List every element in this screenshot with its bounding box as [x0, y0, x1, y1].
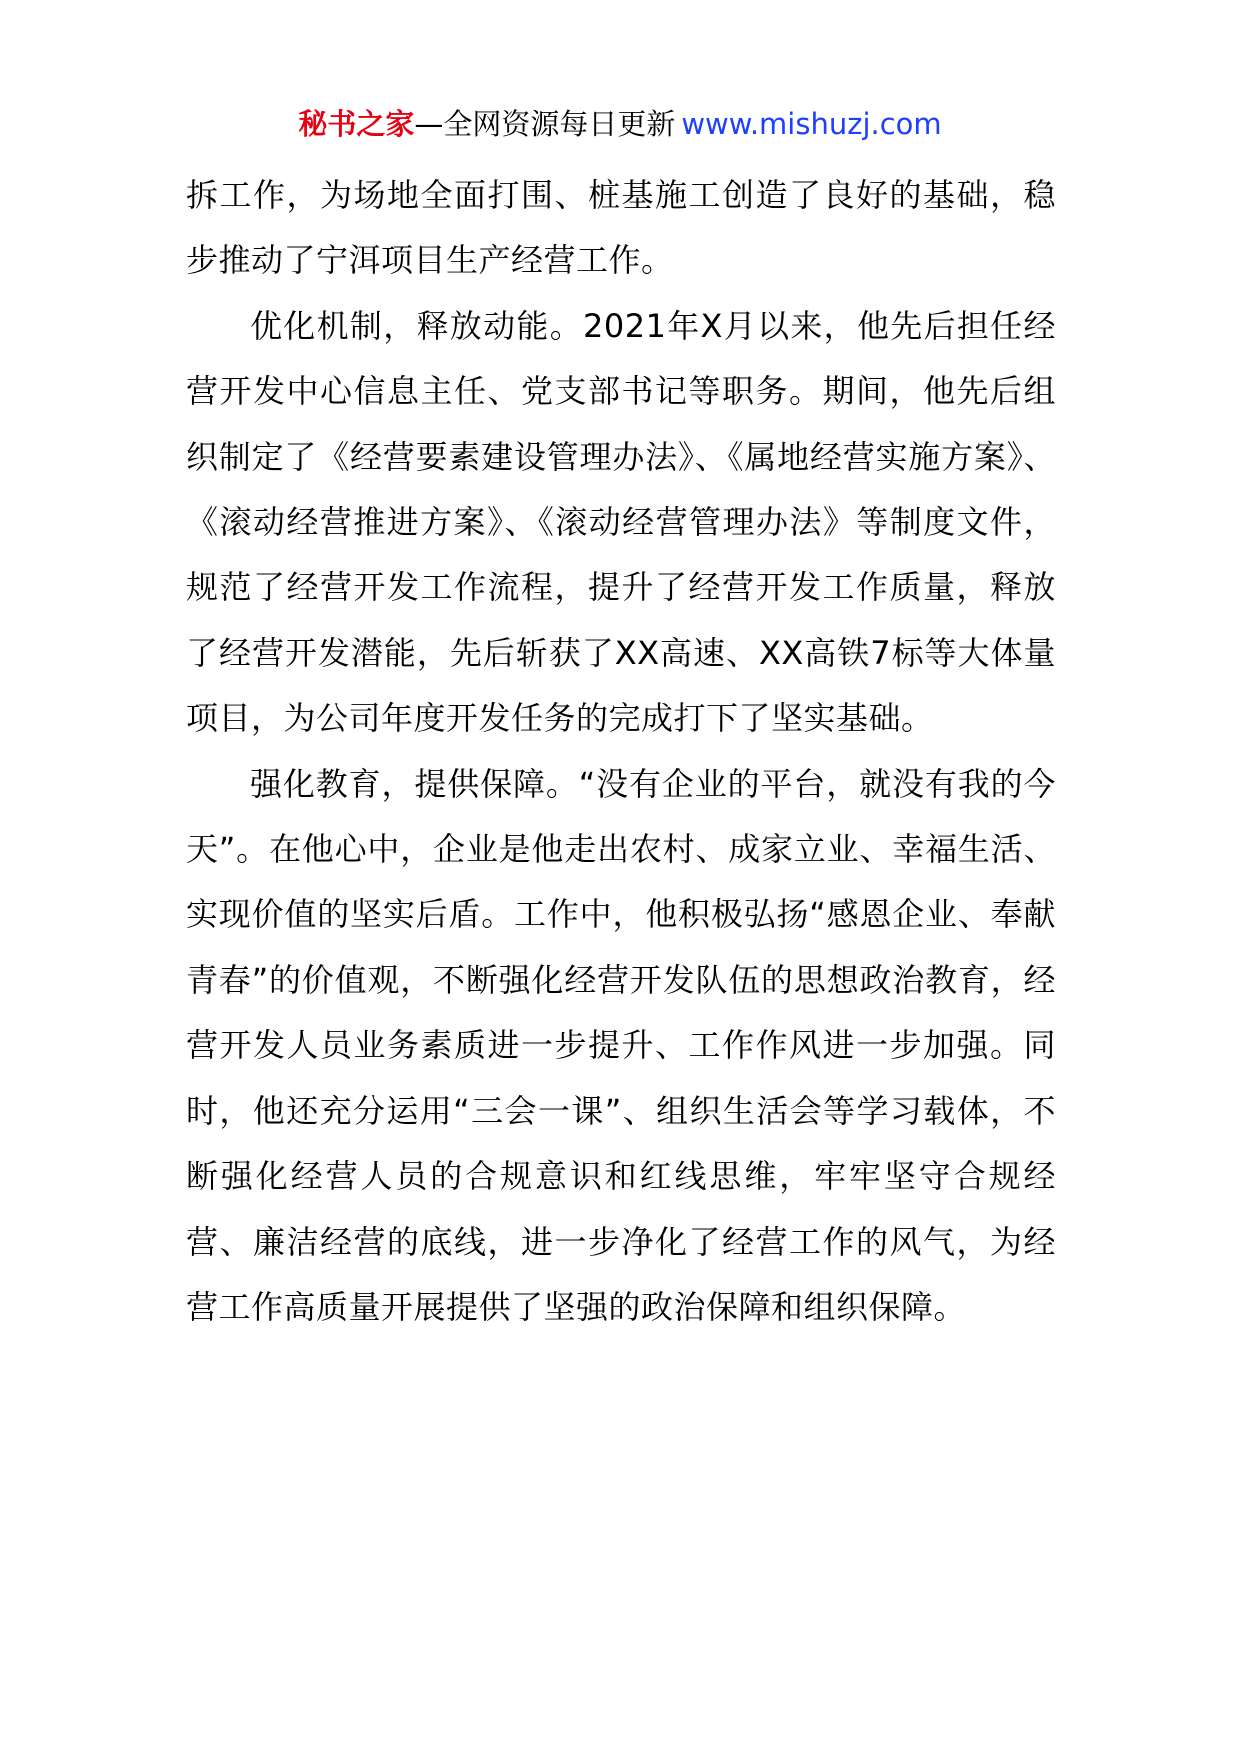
site-url-link[interactable]: www.mishuzj.com [681, 107, 942, 141]
paragraph-continuation: 拆工作，为场地全面打围、桩基施工创造了良好的基础，稳步推动了宁洱项目生产经营工作。 [186, 176, 1056, 280]
paragraph-strengthen-education: 强化教育，提供保障。“没有企业的平台，就没有我的今天”。在他心中，企业是他走出农村、成家立业、幸福生活、实现价值的坚实后盾。工作中，他积极弘扬“感恩企业、奉献青春”的价值观，不断强化经营开发队伍的思想政治教育，经营开发人员业务素质进一步提升、工作作风进一步加强。同时，他还充分运用“三会一课”、组织生活会等学习载体，不断强化经营人员的合规意识和红线思维，牢牢坚守合规经营、廉洁经营的底线，进一步净化了经营工作的风气，为经营工作高质量开展提供了坚强的政治保障和组织保障。 [186, 764, 1056, 1326]
document-body [186, 163, 1056, 1340]
page-header [0, 104, 1240, 144]
brand-name: 秘书之家 [298, 107, 415, 141]
paragraph-optimize-mechanism: 优化机制，释放动能。2021年X月以来，他先后担任经营开发中心信息主任、党支部书记等职务。期间，他先后组织制定了《经营要素建设管理办法》、《属地经营实施方案》、《滚动经营推进方案》、《滚动经营管理办法》等制度文件，规范了经营开发工作流程，提升了经营开发工作质量，释放了经营开发潜能，先后斩获了XX高速、XX高铁7标等大体量项目，为公司年度开发任务的完成打下了坚实基础。 [186, 306, 1056, 738]
header-tagline: —全网资源每日更新 [414, 107, 676, 141]
